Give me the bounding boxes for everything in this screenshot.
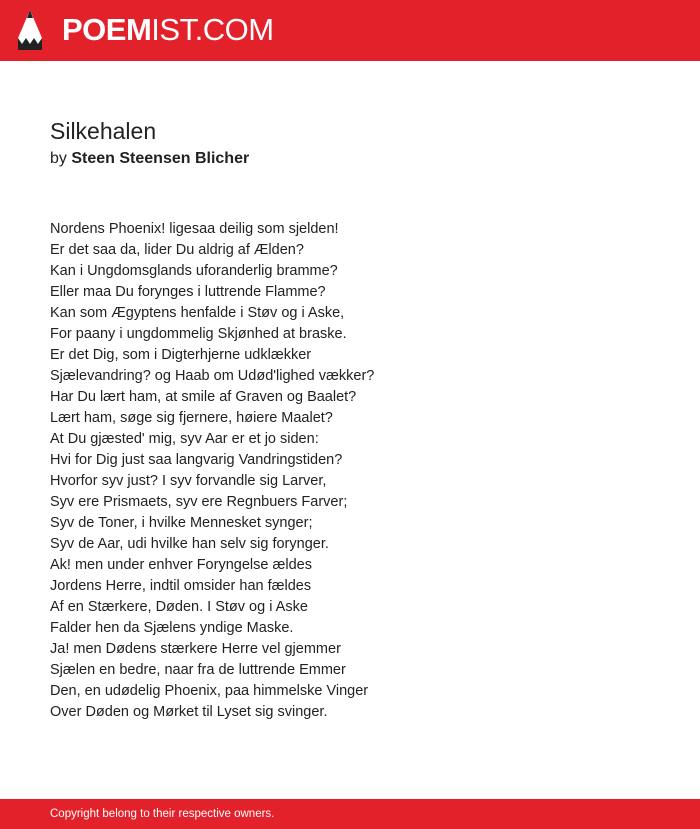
author-name: Steen Steensen Blicher bbox=[71, 150, 250, 167]
logo-text-bold: POEM bbox=[62, 12, 152, 47]
poem-line: Er det saa da, lider Du aldrig af Ælden? bbox=[50, 242, 304, 258]
pencil-tip-icon[interactable] bbox=[18, 10, 42, 50]
poem-line: Falder hen da Sjælens yndige Maske. bbox=[50, 620, 294, 636]
poem-line: Sjælevandring? og Haab om Udød'lighed vækker? bbox=[50, 368, 375, 384]
poem-line: Jordens Herre, indtil omsider han fældes bbox=[50, 578, 312, 594]
poem-line: Hvorfor syv just? I syv forvandle sig Larver, bbox=[50, 473, 327, 489]
poem-line: Ja! men Dødens stærkere Herre vel gjemmer bbox=[50, 641, 341, 657]
poem-line: Er det Dig, som i Digterhjerne udklækker bbox=[50, 347, 312, 363]
poem-line: Af en Stærkere, Døden. I Støv og i Aske bbox=[50, 599, 308, 615]
poem-line: Lært ham, søge sig fjernere, høiere Maalet? bbox=[50, 410, 333, 426]
poem-line: Hvi for Dig just saa langvarig Vandringstiden? bbox=[50, 452, 343, 468]
poem-line: Kan som Ægyptens henfalde i Støv og i Aske, bbox=[50, 305, 345, 321]
site-footer bbox=[0, 799, 700, 829]
poem-line: Har Du lært ham, at smile af Graven og Baalet? bbox=[50, 389, 357, 405]
poem-line: For paany i ungdommelig Skjønhed at braske. bbox=[50, 326, 347, 342]
copyright-text: Copyright belong to their respective owners. bbox=[50, 808, 275, 820]
poem-body bbox=[50, 219, 650, 723]
poem-line: Sjælen en bedre, naar fra de luttrende Emmer bbox=[50, 662, 346, 678]
by-label: by bbox=[50, 150, 67, 167]
poem-line: Syv de Aar, udi hvilke han selv sig forynger. bbox=[50, 536, 329, 552]
poem-line: Den, en udødelig Phoenix, paa himmelske Vinger bbox=[50, 683, 369, 699]
poem-line: At Du gjæsted' mig, syv Aar er et jo siden: bbox=[50, 431, 319, 447]
poem-line: Syv de Toner, i hvilke Mennesket synger; bbox=[50, 515, 313, 531]
poem-title: Silkehalen bbox=[50, 118, 157, 144]
site-logo-link[interactable] bbox=[62, 10, 274, 50]
site-header bbox=[0, 0, 700, 61]
poem-line: Eller maa Du forynges i luttrende Flamme? bbox=[50, 284, 326, 300]
poem-line: Nordens Phoenix! ligesaa deilig som sjelden! bbox=[50, 221, 339, 237]
poem-byline bbox=[50, 149, 249, 169]
poem-line: Ak! men under enhver Foryngelse ældes bbox=[50, 557, 312, 573]
poem-line: Kan i Ungdomsglands uforanderlig bramme? bbox=[50, 263, 338, 279]
poem-line: Syv ere Prismaets, syv ere Regnbuers Farver; bbox=[50, 494, 348, 510]
poem-line: Over Døden og Mørket til Lyset sig svinger. bbox=[50, 704, 328, 720]
logo-text-light: IST.COM bbox=[151, 12, 274, 47]
